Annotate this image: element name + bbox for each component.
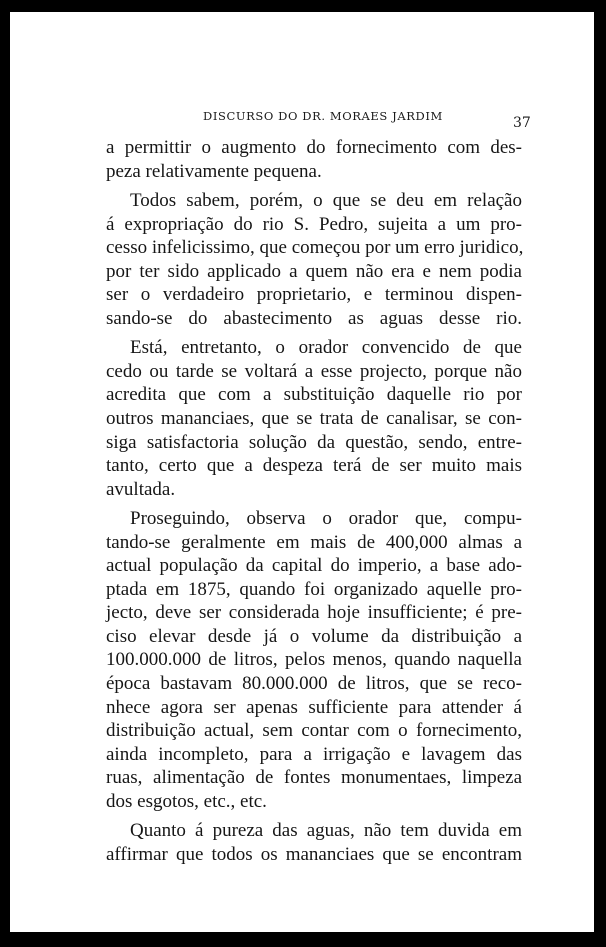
text-line: nhece agora ser apenas sufficiente para attender á xyxy=(106,696,522,718)
text-line: dos esgotos, etc., etc. xyxy=(106,790,267,812)
text-line: tanto, certo que a despeza terá de ser muito mais xyxy=(106,455,522,477)
running-title: DISCURSO DO DR. MORAES JARDIM xyxy=(203,109,443,123)
text-line: cedo ou tarde se voltará a esse projecto, porque não xyxy=(106,360,522,382)
text-line: Proseguindo, observa o orador que, compu- xyxy=(130,508,522,530)
text-line: acredita que com a substituição daquelle rio por xyxy=(106,384,522,406)
text-line: sando-se do abastecimento as aguas desse rio. xyxy=(106,307,522,329)
text-line: ser o verdadeiro proprietario, e terminou dispen- xyxy=(106,284,522,306)
text-line: Quanto á pureza das aguas, não tem duvida em xyxy=(130,820,522,842)
text-line: ainda incompleto, para a irrigação e lavagem das xyxy=(106,743,522,765)
text-line: ptada em 1875, quando foi organizado aquelle pro- xyxy=(106,578,522,600)
text-line: época bastavam 80.000.000 de litros, que se reco- xyxy=(106,673,522,695)
text-line: distribuição actual, sem contar com o fornecimento, xyxy=(106,720,522,742)
text-line: ciso elevar desde já o volume da distribuição a xyxy=(106,625,522,647)
text-line: á expropriação do rio S. Pedro, sujeita a um pro- xyxy=(106,213,522,235)
text-line: por ter sido applicado a quem não era e nem podia xyxy=(106,260,522,282)
page-number: 37 xyxy=(513,115,531,131)
text-line: jecto, deve ser considerada hoje insufficiente; é pre- xyxy=(106,602,522,624)
text-line: actual população da capital do imperio, a base ado- xyxy=(106,555,522,577)
book-page xyxy=(10,12,594,932)
running-head xyxy=(10,107,594,131)
text-line: tando-se geralmente em mais de 400,000 almas a xyxy=(106,531,522,553)
text-line: cesso infelicissimo, que começou por um erro juridico, xyxy=(106,237,524,259)
text-line: ruas, alimentação de fontes monumentaes, limpeza xyxy=(106,767,522,789)
body-text xyxy=(106,136,522,866)
text-line: peza relativamente pequena. xyxy=(106,160,322,182)
text-line: avultada. xyxy=(106,478,176,500)
text-line: Está, entretanto, o orador convencido de que xyxy=(130,337,522,359)
text-line: siga satisfactoria solução da questão, sendo, entre- xyxy=(106,431,522,453)
text-line: a permittir o augmento do fornecimento com des- xyxy=(106,137,522,158)
text-line: affirmar que todos os mananciaes que se encontram xyxy=(106,843,522,865)
text-line: Todos sabem, porém, o que se deu em relação xyxy=(130,190,522,212)
text-line: outros mananciaes, que se trata de canalisar, se con- xyxy=(106,408,522,430)
text-line: 100.000.000 de litros, pelos menos, quando naquella xyxy=(106,649,522,671)
